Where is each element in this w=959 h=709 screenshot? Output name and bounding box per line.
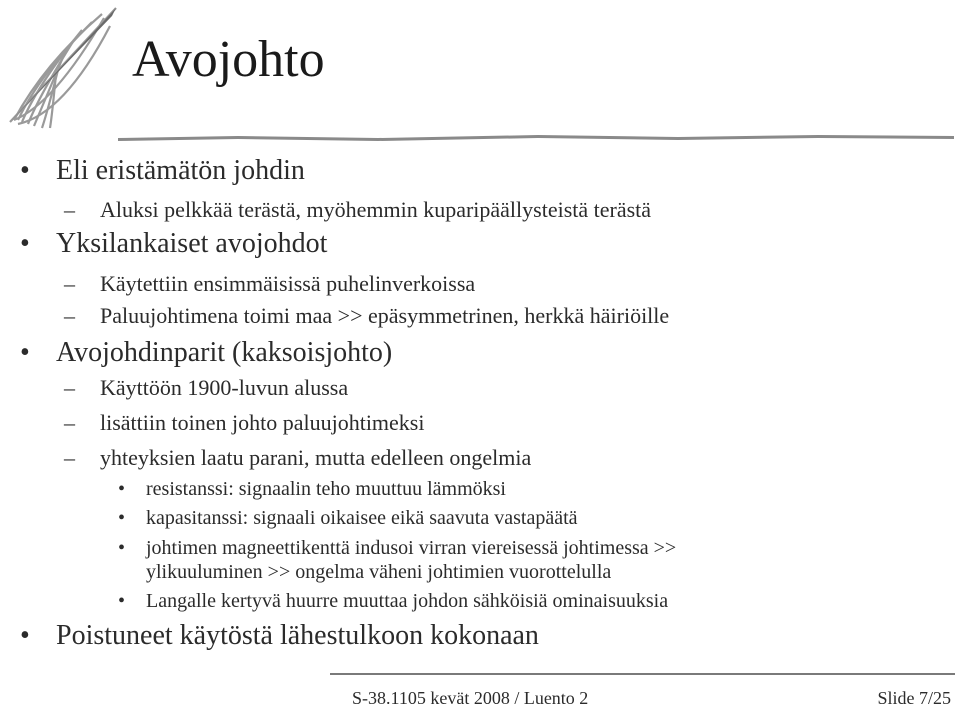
sub-sub-bullet-continuation: ylikuuluminen >> ongelma väheni johtimien vuorottelulla	[146, 561, 612, 583]
bullet-dot-icon: •	[20, 620, 30, 651]
bullet-dot-icon: •	[20, 337, 30, 368]
bullet-list: • Eli eristämätön johdin – Aluksi pelkkää terästä, myöhemmin kuparipäällysteistä terästä • Yksilankaiset avojohdot – Käytettiin ensimmäisissä puhelinverkoissa – Paluujohtimena toimi maa >> epäsymmetrinen, herkkä häiriöille • Avojohdinparit (kaksoisjohto) – Käyttöön 1900-luvun alussa – lisättiin toinen johto paluujohtimeksi – yhteyksien laatu parani, mutta edelleen ongelmia • resistanssi: signaalin teho muuttuu lämmöksi • kapasitanssi: signaali oikaisee eikä saavuta vastapäätä • johtimen magneettikenttä indusoi virran viereisessä johtimessa >> ylikuuluminen >> ongelma väheni johtimien vuorottelulla • Langalle kertyvä huurre muuttaa johdon sähköisiä ominaisuuksia • Poistuneet käytöstä lähestulkoon kokonaan	[20, 155, 677, 651]
bullet-dot-icon: •	[118, 478, 126, 500]
dash-icon: –	[64, 271, 75, 296]
dash-icon: –	[64, 410, 75, 435]
bullet-dot-icon: •	[118, 537, 126, 559]
bullet-dot-icon: •	[118, 590, 126, 612]
footer-course-label: S-38.1105 kevät 2008 / Luento 2	[352, 688, 589, 708]
bullet-dot-icon: •	[20, 228, 30, 259]
footer-divider	[330, 673, 955, 675]
bullet-dot-icon: •	[118, 507, 126, 529]
slide-title: Avojohto	[132, 31, 325, 88]
footer-slide-number: Slide 7/25	[877, 688, 951, 708]
dash-icon: –	[64, 375, 75, 400]
bullet-dot-icon: •	[20, 155, 30, 186]
dash-icon: –	[64, 197, 75, 222]
dash-icon: –	[64, 445, 75, 470]
dash-icon: –	[64, 303, 75, 328]
